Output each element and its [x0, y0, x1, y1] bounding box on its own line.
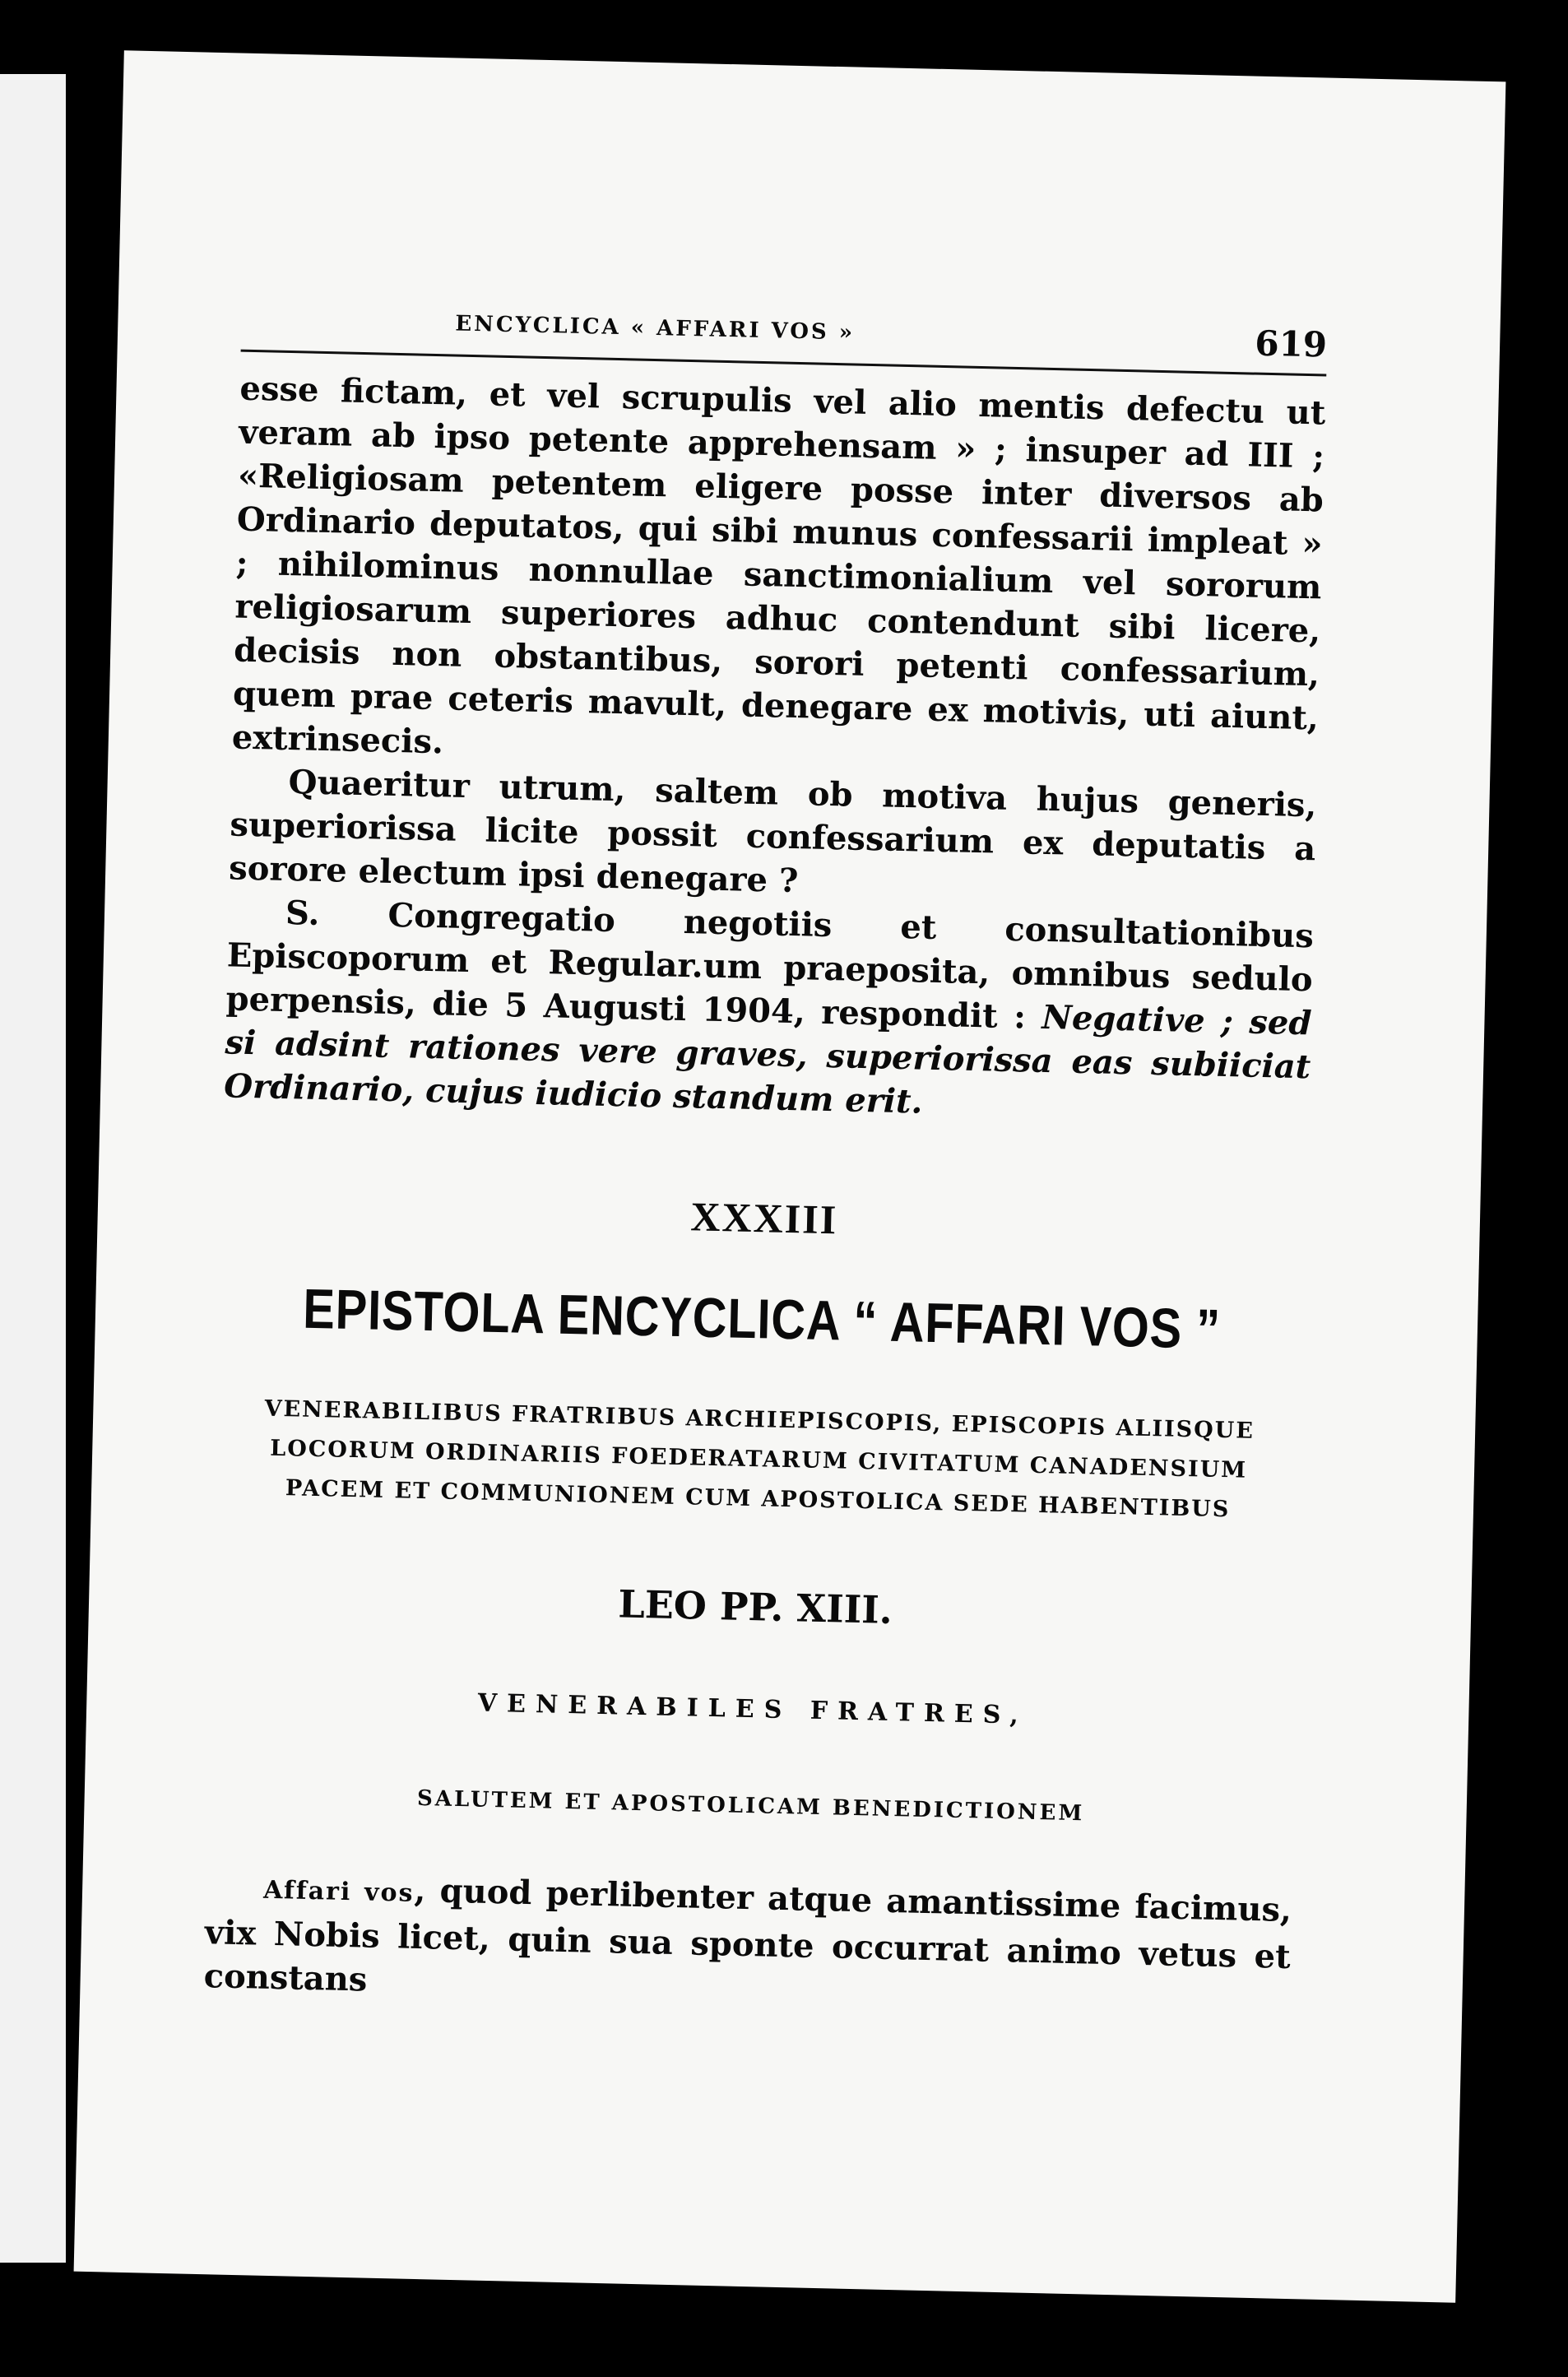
- page-number: 619: [1254, 323, 1328, 365]
- paragraph-2: Quaeritur utrum, saltem ob motiva hujus generis, superiorissa licite possit confessarium ex deputatis a sorore electum ipsi denegare ?: [228, 763, 1317, 901]
- section-number: XXXIII: [689, 1193, 838, 1243]
- greeting: SALUTEM ET APOSTOLICAM BENEDICTIONEM: [416, 1785, 1085, 1827]
- salutation: VENERABILES FRATRES,: [477, 1688, 1029, 1730]
- section-title: EPISTOLA ENCYCLICA “ AFFARI VOS ”: [302, 1277, 1222, 1361]
- adjacent-page-edge: [0, 74, 66, 2263]
- addressees: VENERABILIBUS FRATRIBUS ARCHIEPISCOPIS, EPISCOPIS ALIISQUE LOCORUM ORDINARIIS FOEDERATARUM CIVITATUM CANADENSIUM PACEM ET COMMUNIONEM CUM APOSTOLICA SEDE HABENTIBUS: [264, 1395, 1255, 1523]
- book-page: [74, 50, 1506, 2302]
- body-text: [224, 367, 1326, 1133]
- running-title: ENCYCLICA « AFFARI VOS »: [455, 311, 856, 346]
- page-content: [203, 300, 1327, 2022]
- paragraph-1: esse fictam, et vel scrupulis vel alio mentis defectu ut veram ab ipso petente apprehensam » ; insuper ad III ; «Religiosam petentem eligere posse inter diversos ab Ordinario deputatos, qui sibi munus confessarii impleat » ; nihilominus nonnullae sanctimonialium vel sororum religiosarum superiores adhuc contendunt sibi licere, decisis non obstantibus, sorori petenti confessarium, quem prae ceteris mavult, denegare ex motivis, uti aiunt, extrinsecis.: [231, 369, 1326, 762]
- author-line: LEO PP. XIII.: [617, 1581, 893, 1632]
- paragraph-3-response: Negative ; sed si adsint rationes vere graves, superiorissa eas subiiciat Ordinario, cujus iudicio standum erit.: [223, 997, 1312, 1121]
- opening-text: , quod perlibenter atque amantissime facimus, vix Nobis licet, quin sua sponte occurrat animo vetus et constans: [203, 1870, 1292, 1999]
- paragraph-3-text: S. Congregatio negotiis et consultationibus Episcoporum et Regular.um praeposita, omnibus sedulo perpensis, die 5 Augusti 1904, respondit :: [225, 894, 1315, 1037]
- paragraph-3: [224, 889, 1315, 1132]
- opening-paragraph: [203, 1864, 1292, 2022]
- opening-smallcaps: Affari vos: [262, 1875, 415, 1908]
- running-head: [241, 300, 1328, 377]
